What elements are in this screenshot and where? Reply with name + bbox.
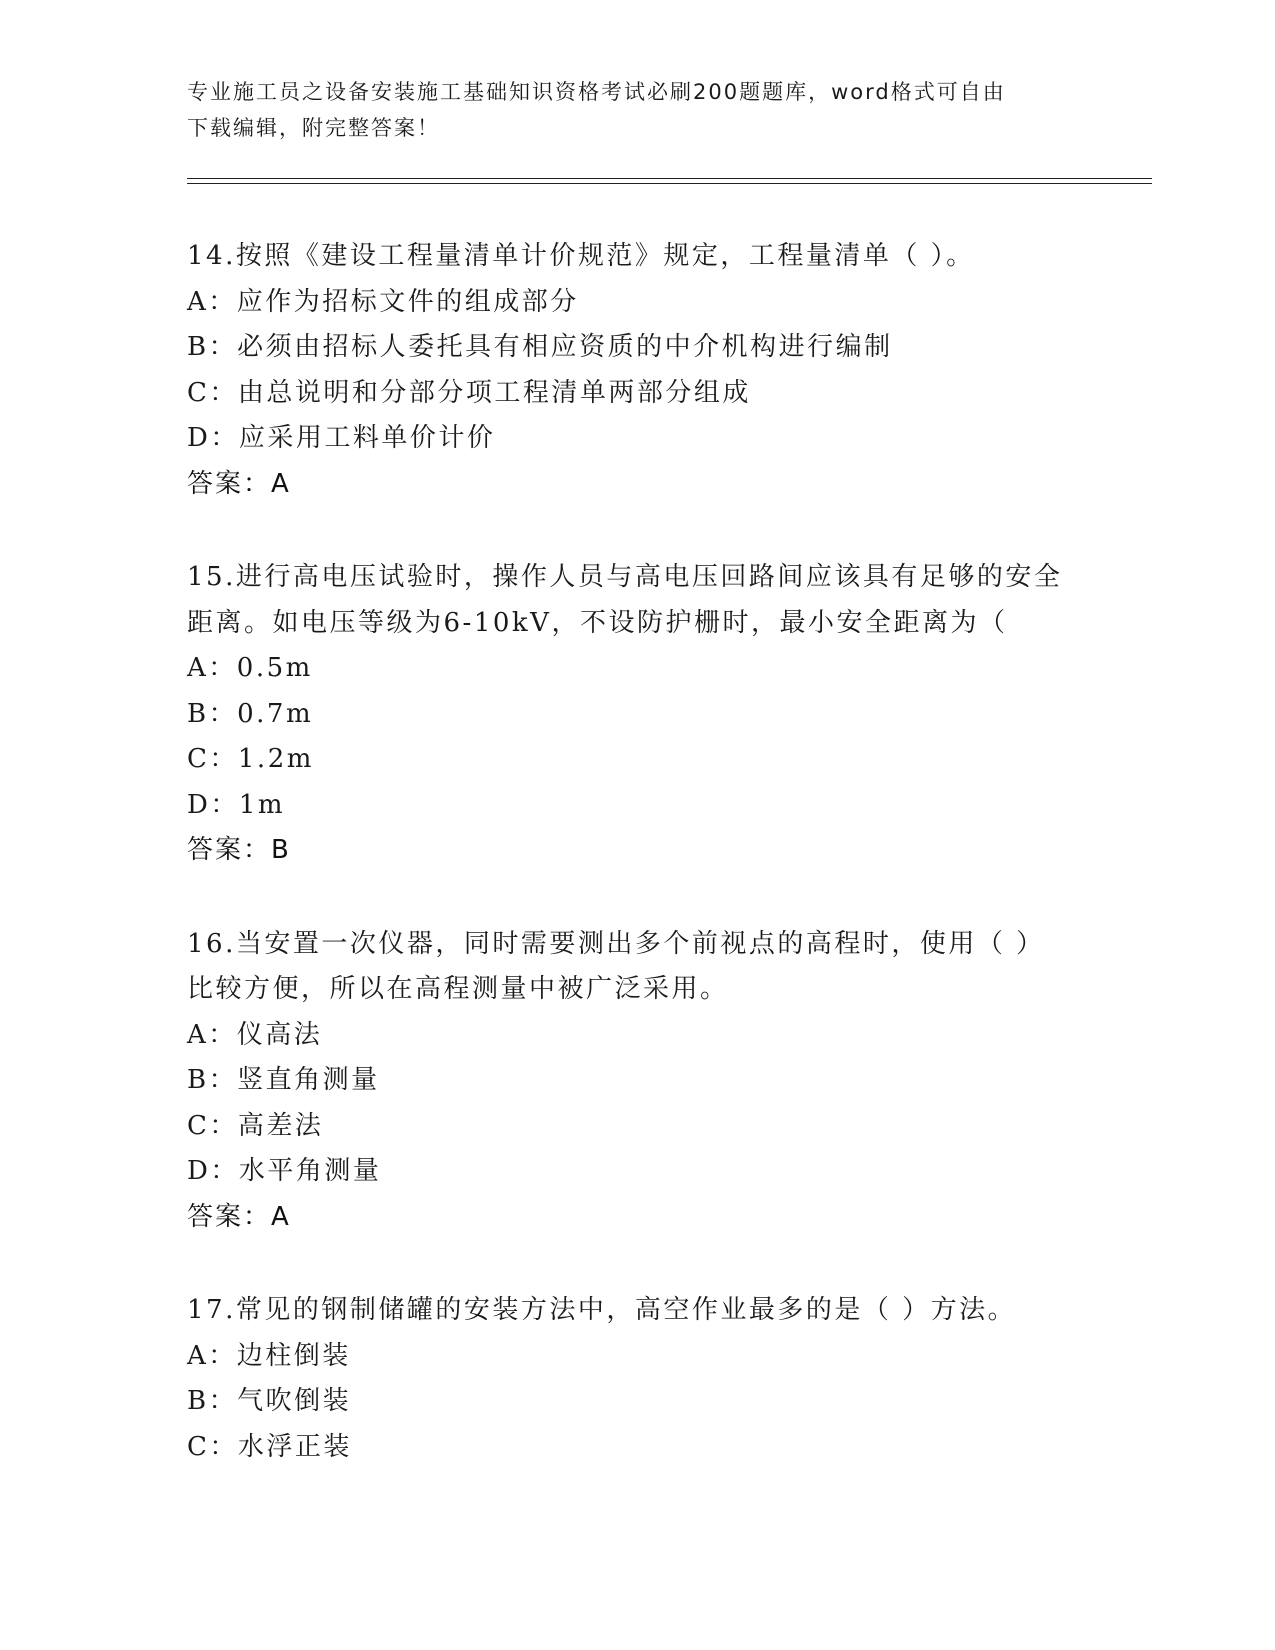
answer: 答案：A xyxy=(187,468,291,499)
question-15 xyxy=(187,555,1087,874)
option-d: D：水平角测量 xyxy=(187,1156,382,1186)
header-divider-bottom xyxy=(187,183,1152,184)
question-stem: 17.常见的钢制储罐的安装方法中，高空作业最多的是（ ）方法。 xyxy=(187,1295,1017,1325)
option-a: A：0.5m xyxy=(187,653,313,683)
option-a: A：仪高法 xyxy=(187,1019,323,1050)
option-d: D：应采用工料单价计价 xyxy=(187,423,496,453)
answer: 答案：B xyxy=(187,835,291,865)
option-b: B：气吹倒装 xyxy=(187,1386,352,1416)
option-c: C：高差法 xyxy=(187,1110,324,1141)
question-stem: 16.当安置一次仪器，同时需要测出多个前视点的高程时，使用（ ） xyxy=(187,928,1045,959)
question-14 xyxy=(187,234,1087,507)
question-stem: 15.进行高电压试验时，操作人员与高电压回路间应该具有足够的安全 xyxy=(187,562,1063,592)
option-c: C：1.2m xyxy=(187,744,314,774)
question-stem: 14.按照《建设工程量清单计价规范》规定，工程量清单（ ）。 xyxy=(187,241,975,271)
option-a: A：应作为招标文件的组成部分 xyxy=(187,286,579,317)
option-c: C：水浮正装 xyxy=(187,1431,352,1462)
option-b: B：0.7m xyxy=(187,698,314,729)
header-divider-top xyxy=(187,178,1152,179)
question-16 xyxy=(187,922,1087,1241)
option-a: A：边柱倒装 xyxy=(187,1340,351,1371)
answer: 答案：A xyxy=(187,1201,291,1232)
header-line-1: 专业施工员之设备安装施工基础知识资格考试必刷200题题库，word格式可自由 xyxy=(187,80,1006,104)
question-17 xyxy=(187,1288,1087,1470)
option-c: C：由总说明和分部分项工程清单两部分组成 xyxy=(187,377,751,408)
option-d: D：1m xyxy=(187,789,286,820)
document-header xyxy=(187,74,1087,146)
option-b: B：竖直角测量 xyxy=(187,1065,380,1095)
question-stem-continued: 距离。如电压等级为6-10kV，不设防护栅时，最小安全距离为（ xyxy=(187,607,1008,638)
header-line-2: 下载编辑，附完整答案！ xyxy=(187,116,440,140)
option-b: B：必须由招标人委托具有相应资质的中介机构进行编制 xyxy=(187,332,893,362)
question-stem-continued: 比较方便，所以在高程测量中被广泛采用。 xyxy=(187,974,729,1004)
question-list xyxy=(187,234,1087,1518)
